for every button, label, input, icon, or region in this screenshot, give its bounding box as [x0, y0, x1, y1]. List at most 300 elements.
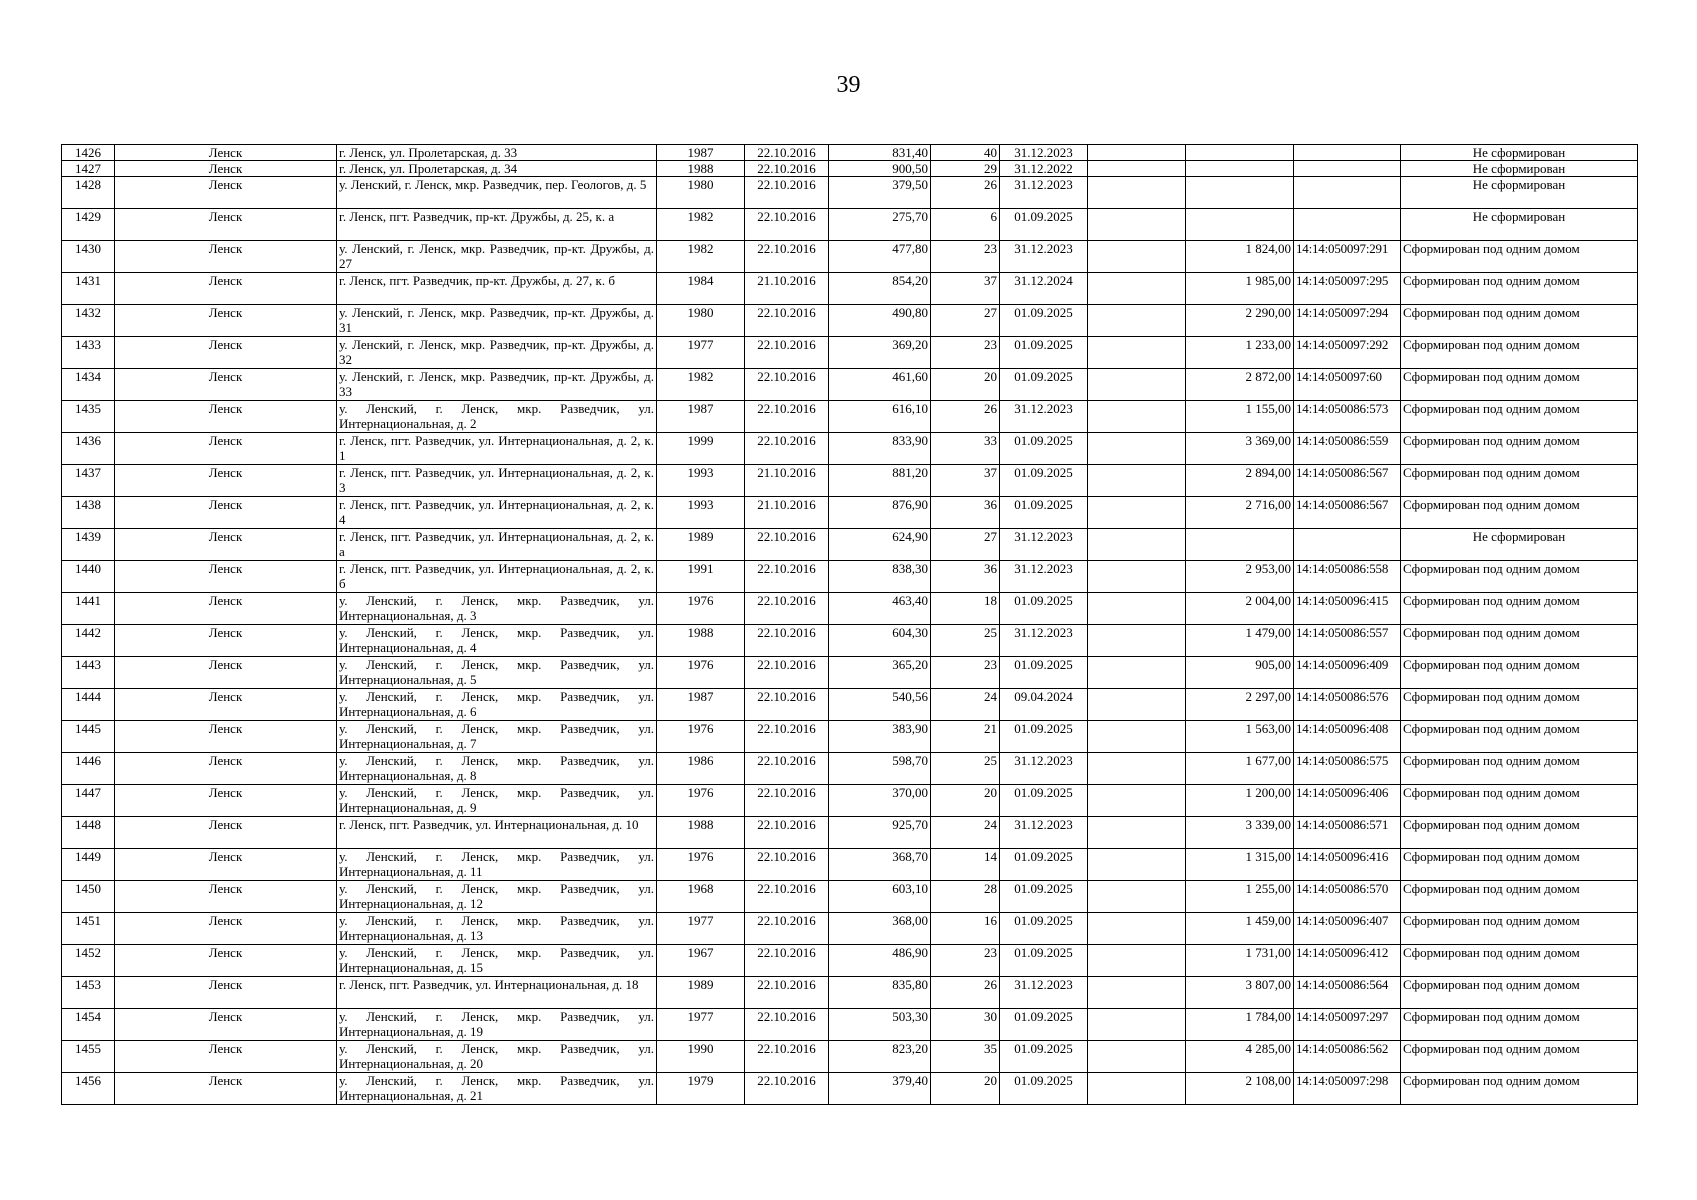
record-date-cell: 22.10.2016 — [745, 433, 829, 465]
table-row — [62, 145, 1638, 161]
record-date-cell: 22.10.2016 — [745, 657, 829, 689]
table-row — [62, 1073, 1638, 1105]
area-cell: 881,20 — [829, 465, 931, 497]
land-status-cell: Сформирован под одним домом — [1401, 849, 1638, 881]
record-date-cell: 22.10.2016 — [745, 145, 829, 161]
city-cell: Ленск — [115, 721, 337, 753]
land-status-cell: Сформирован под одним домом — [1401, 721, 1638, 753]
area-cell: 463,40 — [829, 593, 931, 625]
record-date-cell: 22.10.2016 — [745, 209, 829, 241]
address-cell: у. Ленский, г. Ленск, мкр. Разведчик, ул. Интернациональная, д. 2 — [337, 401, 657, 433]
record-date-cell: 22.10.2016 — [745, 945, 829, 977]
address-cell: у. Ленский, г. Ленск, мкр. Разведчик, ул. Интернациональная, д. 15 — [337, 945, 657, 977]
table-row — [62, 689, 1638, 721]
city-cell: Ленск — [115, 145, 337, 161]
record-date-cell: 22.10.2016 — [745, 337, 829, 369]
empty-cell — [1088, 401, 1186, 433]
build-year-cell: 1976 — [657, 721, 745, 753]
land-status-cell: Сформирован под одним домом — [1401, 1009, 1638, 1041]
table-row — [62, 785, 1638, 817]
city-cell: Ленск — [115, 369, 337, 401]
cadastral-number-cell: 14:14:050086:567 — [1294, 465, 1401, 497]
due-date-cell: 01.09.2025 — [1000, 497, 1088, 529]
table-row — [62, 209, 1638, 241]
table-row — [62, 817, 1638, 849]
row-number: 1426 — [62, 145, 115, 161]
area-cell: 477,80 — [829, 241, 931, 273]
land-status-cell: Не сформирован — [1401, 209, 1638, 241]
due-date-cell: 31.12.2023 — [1000, 561, 1088, 593]
land-area-cell: 2 004,00 — [1186, 593, 1294, 625]
address-cell: у. Ленский, г. Ленск, мкр. Разведчик, ул. Интернациональная, д. 4 — [337, 625, 657, 657]
area-cell: 823,20 — [829, 1041, 931, 1073]
empty-cell — [1088, 1073, 1186, 1105]
empty-cell — [1088, 593, 1186, 625]
due-date-cell: 01.09.2025 — [1000, 1041, 1088, 1073]
build-year-cell: 1976 — [657, 657, 745, 689]
land-area-cell: 1 155,00 — [1186, 401, 1294, 433]
row-number: 1450 — [62, 881, 115, 913]
land-area-cell — [1186, 145, 1294, 161]
build-year-cell: 1982 — [657, 241, 745, 273]
flats-cell: 35 — [931, 1041, 1000, 1073]
empty-cell — [1088, 849, 1186, 881]
row-number: 1434 — [62, 369, 115, 401]
row-number: 1447 — [62, 785, 115, 817]
row-number: 1456 — [62, 1073, 115, 1105]
city-cell: Ленск — [115, 433, 337, 465]
land-area-cell — [1186, 529, 1294, 561]
flats-cell: 23 — [931, 241, 1000, 273]
table-row — [62, 465, 1638, 497]
table-row — [62, 529, 1638, 561]
record-date-cell: 22.10.2016 — [745, 913, 829, 945]
empty-cell — [1088, 785, 1186, 817]
flats-cell: 6 — [931, 209, 1000, 241]
land-area-cell: 2 872,00 — [1186, 369, 1294, 401]
empty-cell — [1088, 945, 1186, 977]
flats-cell: 18 — [931, 593, 1000, 625]
land-area-cell: 2 716,00 — [1186, 497, 1294, 529]
due-date-cell: 31.12.2023 — [1000, 145, 1088, 161]
land-area-cell: 1 233,00 — [1186, 337, 1294, 369]
due-date-cell: 01.09.2025 — [1000, 785, 1088, 817]
record-date-cell: 22.10.2016 — [745, 849, 829, 881]
empty-cell — [1088, 241, 1186, 273]
flats-cell: 40 — [931, 145, 1000, 161]
due-date-cell: 01.09.2025 — [1000, 721, 1088, 753]
land-status-cell: Не сформирован — [1401, 161, 1638, 177]
flats-cell: 37 — [931, 273, 1000, 305]
table-row — [62, 305, 1638, 337]
area-cell: 369,20 — [829, 337, 931, 369]
record-date-cell: 22.10.2016 — [745, 625, 829, 657]
land-status-cell: Сформирован под одним домом — [1401, 625, 1638, 657]
area-cell: 275,70 — [829, 209, 931, 241]
due-date-cell: 31.12.2024 — [1000, 273, 1088, 305]
cadastral-number-cell — [1294, 161, 1401, 177]
address-cell: г. Ленск, пгт. Разведчик, ул. Интернациональная, д. 2, к. 1 — [337, 433, 657, 465]
due-date-cell: 31.12.2023 — [1000, 753, 1088, 785]
build-year-cell: 1993 — [657, 465, 745, 497]
empty-cell — [1088, 657, 1186, 689]
build-year-cell: 1986 — [657, 753, 745, 785]
record-date-cell: 22.10.2016 — [745, 977, 829, 1009]
land-area-cell: 1 824,00 — [1186, 241, 1294, 273]
table-row — [62, 369, 1638, 401]
land-status-cell: Сформирован под одним домом — [1401, 497, 1638, 529]
address-cell: г. Ленск, пгт. Разведчик, пр-кт. Дружбы, д. 25, к. а — [337, 209, 657, 241]
city-cell: Ленск — [115, 785, 337, 817]
area-cell: 365,20 — [829, 657, 931, 689]
land-area-cell: 1 315,00 — [1186, 849, 1294, 881]
land-status-cell: Сформирован под одним домом — [1401, 817, 1638, 849]
land-area-cell: 4 285,00 — [1186, 1041, 1294, 1073]
due-date-cell: 01.09.2025 — [1000, 1073, 1088, 1105]
area-cell: 368,70 — [829, 849, 931, 881]
due-date-cell: 01.09.2025 — [1000, 881, 1088, 913]
cadastral-number-cell — [1294, 177, 1401, 209]
address-cell: у. Ленский, г. Ленск, мкр. Разведчик, пр-кт. Дружбы, д. 27 — [337, 241, 657, 273]
land-area-cell: 1 255,00 — [1186, 881, 1294, 913]
flats-cell: 16 — [931, 913, 1000, 945]
build-year-cell: 1999 — [657, 433, 745, 465]
land-area-cell: 2 894,00 — [1186, 465, 1294, 497]
address-cell: у. Ленский, г. Ленск, мкр. Разведчик, пр-кт. Дружбы, д. 33 — [337, 369, 657, 401]
address-cell: у. Ленский, г. Ленск, мкр. Разведчик, ул. Интернациональная, д. 6 — [337, 689, 657, 721]
land-area-cell: 1 677,00 — [1186, 753, 1294, 785]
area-cell: 379,50 — [829, 177, 931, 209]
record-date-cell: 22.10.2016 — [745, 401, 829, 433]
flats-cell: 20 — [931, 1073, 1000, 1105]
land-area-cell: 1 731,00 — [1186, 945, 1294, 977]
land-area-cell: 3 369,00 — [1186, 433, 1294, 465]
area-cell: 838,30 — [829, 561, 931, 593]
area-cell: 616,10 — [829, 401, 931, 433]
cadastral-number-cell: 14:14:050086:557 — [1294, 625, 1401, 657]
city-cell: Ленск — [115, 593, 337, 625]
flats-cell: 25 — [931, 753, 1000, 785]
address-cell: у. Ленский, г. Ленск, мкр. Разведчик, ул. Интернациональная, д. 13 — [337, 913, 657, 945]
land-area-cell: 3 339,00 — [1186, 817, 1294, 849]
land-status-cell: Сформирован под одним домом — [1401, 913, 1638, 945]
record-date-cell: 21.10.2016 — [745, 273, 829, 305]
table-row — [62, 945, 1638, 977]
due-date-cell: 31.12.2023 — [1000, 625, 1088, 657]
row-number: 1429 — [62, 209, 115, 241]
area-cell: 379,40 — [829, 1073, 931, 1105]
cadastral-number-cell: 14:14:050096:406 — [1294, 785, 1401, 817]
area-cell: 490,80 — [829, 305, 931, 337]
address-cell: у. Ленский, г. Ленск, мкр. Разведчик, ул. Интернациональная, д. 3 — [337, 593, 657, 625]
city-cell: Ленск — [115, 241, 337, 273]
land-area-cell: 1 784,00 — [1186, 1009, 1294, 1041]
empty-cell — [1088, 145, 1186, 161]
city-cell: Ленск — [115, 913, 337, 945]
row-number: 1432 — [62, 305, 115, 337]
record-date-cell: 22.10.2016 — [745, 881, 829, 913]
row-number: 1454 — [62, 1009, 115, 1041]
land-status-cell: Сформирован под одним домом — [1401, 785, 1638, 817]
city-cell: Ленск — [115, 337, 337, 369]
city-cell: Ленск — [115, 305, 337, 337]
row-number: 1444 — [62, 689, 115, 721]
empty-cell — [1088, 913, 1186, 945]
table-row — [62, 433, 1638, 465]
due-date-cell: 01.09.2025 — [1000, 593, 1088, 625]
row-number: 1455 — [62, 1041, 115, 1073]
area-cell: 598,70 — [829, 753, 931, 785]
record-date-cell: 22.10.2016 — [745, 593, 829, 625]
row-number: 1431 — [62, 273, 115, 305]
row-number: 1451 — [62, 913, 115, 945]
land-area-cell: 1 459,00 — [1186, 913, 1294, 945]
area-cell: 603,10 — [829, 881, 931, 913]
build-year-cell: 1977 — [657, 337, 745, 369]
land-status-cell: Сформирован под одним домом — [1401, 241, 1638, 273]
build-year-cell: 1988 — [657, 625, 745, 657]
city-cell: Ленск — [115, 689, 337, 721]
area-cell: 831,40 — [829, 145, 931, 161]
land-area-cell: 1 479,00 — [1186, 625, 1294, 657]
land-area-cell — [1186, 209, 1294, 241]
city-cell: Ленск — [115, 753, 337, 785]
land-status-cell: Сформирован под одним домом — [1401, 753, 1638, 785]
land-status-cell: Сформирован под одним домом — [1401, 465, 1638, 497]
row-number: 1436 — [62, 433, 115, 465]
empty-cell — [1088, 689, 1186, 721]
table-row — [62, 1041, 1638, 1073]
land-area-cell — [1186, 161, 1294, 177]
cadastral-number-cell: 14:14:050097:291 — [1294, 241, 1401, 273]
table-row — [62, 657, 1638, 689]
build-year-cell: 1977 — [657, 913, 745, 945]
record-date-cell: 22.10.2016 — [745, 561, 829, 593]
city-cell: Ленск — [115, 817, 337, 849]
city-cell: Ленск — [115, 977, 337, 1009]
build-year-cell: 1977 — [657, 1009, 745, 1041]
due-date-cell: 01.09.2025 — [1000, 849, 1088, 881]
record-date-cell: 21.10.2016 — [745, 497, 829, 529]
flats-cell: 21 — [931, 721, 1000, 753]
land-status-cell: Сформирован под одним домом — [1401, 305, 1638, 337]
table-row — [62, 1009, 1638, 1041]
land-status-cell: Сформирован под одним домом — [1401, 881, 1638, 913]
row-number: 1453 — [62, 977, 115, 1009]
land-status-cell: Сформирован под одним домом — [1401, 401, 1638, 433]
due-date-cell: 31.12.2023 — [1000, 977, 1088, 1009]
table-row — [62, 497, 1638, 529]
flats-cell: 14 — [931, 849, 1000, 881]
land-status-cell: Сформирован под одним домом — [1401, 657, 1638, 689]
due-date-cell: 31.12.2023 — [1000, 817, 1088, 849]
area-cell: 604,30 — [829, 625, 931, 657]
address-cell: г. Ленск, пгт. Разведчик, пр-кт. Дружбы, д. 27, к. б — [337, 273, 657, 305]
area-cell: 900,50 — [829, 161, 931, 177]
row-number: 1449 — [62, 849, 115, 881]
cadastral-number-cell: 14:14:050097:292 — [1294, 337, 1401, 369]
empty-cell — [1088, 305, 1186, 337]
page-number: 39 — [836, 72, 861, 98]
city-cell: Ленск — [115, 497, 337, 529]
address-cell: у. Ленский, г. Ленск, мкр. Разведчик, ул. Интернациональная, д. 12 — [337, 881, 657, 913]
table-row — [62, 849, 1638, 881]
address-cell: у. Ленский, г. Ленск, мкр. Разведчик, ул. Интернациональная, д. 21 — [337, 1073, 657, 1105]
cadastral-number-cell: 14:14:050096:409 — [1294, 657, 1401, 689]
empty-cell — [1088, 497, 1186, 529]
address-cell: у. Ленский, г. Ленск, мкр. Разведчик, ул. Интернациональная, д. 11 — [337, 849, 657, 881]
due-date-cell: 01.09.2025 — [1000, 945, 1088, 977]
flats-cell: 24 — [931, 689, 1000, 721]
cadastral-number-cell: 14:14:050086:575 — [1294, 753, 1401, 785]
flats-cell: 23 — [931, 945, 1000, 977]
cadastral-number-cell: 14:14:050086:558 — [1294, 561, 1401, 593]
record-date-cell: 22.10.2016 — [745, 529, 829, 561]
area-cell: 370,00 — [829, 785, 931, 817]
address-cell: у. Ленский, г. Ленск, мкр. Разведчик, ул. Интернациональная, д. 19 — [337, 1009, 657, 1041]
land-status-cell: Сформирован под одним домом — [1401, 1041, 1638, 1073]
empty-cell — [1088, 465, 1186, 497]
flats-cell: 26 — [931, 177, 1000, 209]
land-area-cell — [1186, 177, 1294, 209]
build-year-cell: 1991 — [657, 561, 745, 593]
city-cell: Ленск — [115, 273, 337, 305]
record-date-cell: 22.10.2016 — [745, 161, 829, 177]
table-row — [62, 273, 1638, 305]
flats-cell: 33 — [931, 433, 1000, 465]
city-cell: Ленск — [115, 625, 337, 657]
cadastral-number-cell: 14:14:050096:408 — [1294, 721, 1401, 753]
city-cell: Ленск — [115, 401, 337, 433]
record-date-cell: 22.10.2016 — [745, 177, 829, 209]
build-year-cell: 1987 — [657, 145, 745, 161]
cadastral-number-cell: 14:14:050096:415 — [1294, 593, 1401, 625]
land-area-cell: 2 953,00 — [1186, 561, 1294, 593]
row-number: 1448 — [62, 817, 115, 849]
due-date-cell: 01.09.2025 — [1000, 465, 1088, 497]
land-status-cell: Сформирован под одним домом — [1401, 273, 1638, 305]
address-cell: г. Ленск, ул. Пролетарская, д. 34 — [337, 161, 657, 177]
row-number: 1445 — [62, 721, 115, 753]
cadastral-number-cell: 14:14:050086:570 — [1294, 881, 1401, 913]
cadastral-number-cell: 14:14:050097:295 — [1294, 273, 1401, 305]
record-date-cell: 22.10.2016 — [745, 1009, 829, 1041]
flats-cell: 29 — [931, 161, 1000, 177]
due-date-cell: 09.04.2024 — [1000, 689, 1088, 721]
city-cell: Ленск — [115, 849, 337, 881]
city-cell: Ленск — [115, 945, 337, 977]
land-area-cell: 1 200,00 — [1186, 785, 1294, 817]
record-date-cell: 22.10.2016 — [745, 785, 829, 817]
empty-cell — [1088, 273, 1186, 305]
cadastral-number-cell: 14:14:050086:571 — [1294, 817, 1401, 849]
table-row — [62, 977, 1638, 1009]
build-year-cell: 1982 — [657, 209, 745, 241]
cadastral-number-cell — [1294, 529, 1401, 561]
due-date-cell: 01.09.2025 — [1000, 1009, 1088, 1041]
land-status-cell: Сформирован под одним домом — [1401, 689, 1638, 721]
build-year-cell: 1976 — [657, 785, 745, 817]
area-cell: 540,56 — [829, 689, 931, 721]
empty-cell — [1088, 881, 1186, 913]
empty-cell — [1088, 529, 1186, 561]
build-year-cell: 1989 — [657, 977, 745, 1009]
build-year-cell: 1980 — [657, 177, 745, 209]
table-row — [62, 753, 1638, 785]
due-date-cell: 01.09.2025 — [1000, 913, 1088, 945]
due-date-cell: 31.12.2023 — [1000, 241, 1088, 273]
build-year-cell: 1987 — [657, 401, 745, 433]
land-status-cell: Сформирован под одним домом — [1401, 1073, 1638, 1105]
flats-cell: 25 — [931, 625, 1000, 657]
build-year-cell: 1987 — [657, 689, 745, 721]
empty-cell — [1088, 1009, 1186, 1041]
build-year-cell: 1980 — [657, 305, 745, 337]
row-number: 1435 — [62, 401, 115, 433]
cadastral-number-cell: 14:14:050096:416 — [1294, 849, 1401, 881]
city-cell: Ленск — [115, 177, 337, 209]
area-cell: 854,20 — [829, 273, 931, 305]
land-status-cell: Сформирован под одним домом — [1401, 561, 1638, 593]
empty-cell — [1088, 625, 1186, 657]
build-year-cell: 1979 — [657, 1073, 745, 1105]
land-area-cell: 1 985,00 — [1186, 273, 1294, 305]
due-date-cell: 01.09.2025 — [1000, 433, 1088, 465]
due-date-cell: 31.12.2023 — [1000, 529, 1088, 561]
record-date-cell: 22.10.2016 — [745, 753, 829, 785]
land-status-cell: Сформирован под одним домом — [1401, 593, 1638, 625]
table-row — [62, 401, 1638, 433]
address-cell: у. Ленский, г. Ленск, мкр. Разведчик, пр-кт. Дружбы, д. 32 — [337, 337, 657, 369]
area-cell: 368,00 — [829, 913, 931, 945]
table-row — [62, 881, 1638, 913]
record-date-cell: 22.10.2016 — [745, 689, 829, 721]
cadastral-number-cell: 14:14:050097:294 — [1294, 305, 1401, 337]
flats-cell: 36 — [931, 561, 1000, 593]
due-date-cell: 01.09.2025 — [1000, 337, 1088, 369]
build-year-cell: 1982 — [657, 369, 745, 401]
flats-cell: 24 — [931, 817, 1000, 849]
address-cell: у. Ленский, г. Ленск, мкр. Разведчик, ул. Интернациональная, д. 8 — [337, 753, 657, 785]
table-row — [62, 561, 1638, 593]
area-cell: 833,90 — [829, 433, 931, 465]
land-area-cell: 2 297,00 — [1186, 689, 1294, 721]
due-date-cell: 01.09.2025 — [1000, 209, 1088, 241]
land-status-cell: Сформирован под одним домом — [1401, 977, 1638, 1009]
cadastral-number-cell: 14:14:050097:298 — [1294, 1073, 1401, 1105]
empty-cell — [1088, 433, 1186, 465]
empty-cell — [1088, 721, 1186, 753]
record-date-cell: 22.10.2016 — [745, 1041, 829, 1073]
row-number: 1428 — [62, 177, 115, 209]
city-cell: Ленск — [115, 1041, 337, 1073]
city-cell: Ленск — [115, 881, 337, 913]
due-date-cell: 01.09.2025 — [1000, 657, 1088, 689]
build-year-cell: 1990 — [657, 1041, 745, 1073]
flats-cell: 28 — [931, 881, 1000, 913]
record-date-cell: 22.10.2016 — [745, 241, 829, 273]
table-row — [62, 241, 1638, 273]
city-cell: Ленск — [115, 1009, 337, 1041]
table-row — [62, 161, 1638, 177]
flats-cell: 37 — [931, 465, 1000, 497]
row-number: 1452 — [62, 945, 115, 977]
empty-cell — [1088, 1041, 1186, 1073]
row-number: 1437 — [62, 465, 115, 497]
row-number: 1430 — [62, 241, 115, 273]
flats-cell: 27 — [931, 529, 1000, 561]
flats-cell: 30 — [931, 1009, 1000, 1041]
